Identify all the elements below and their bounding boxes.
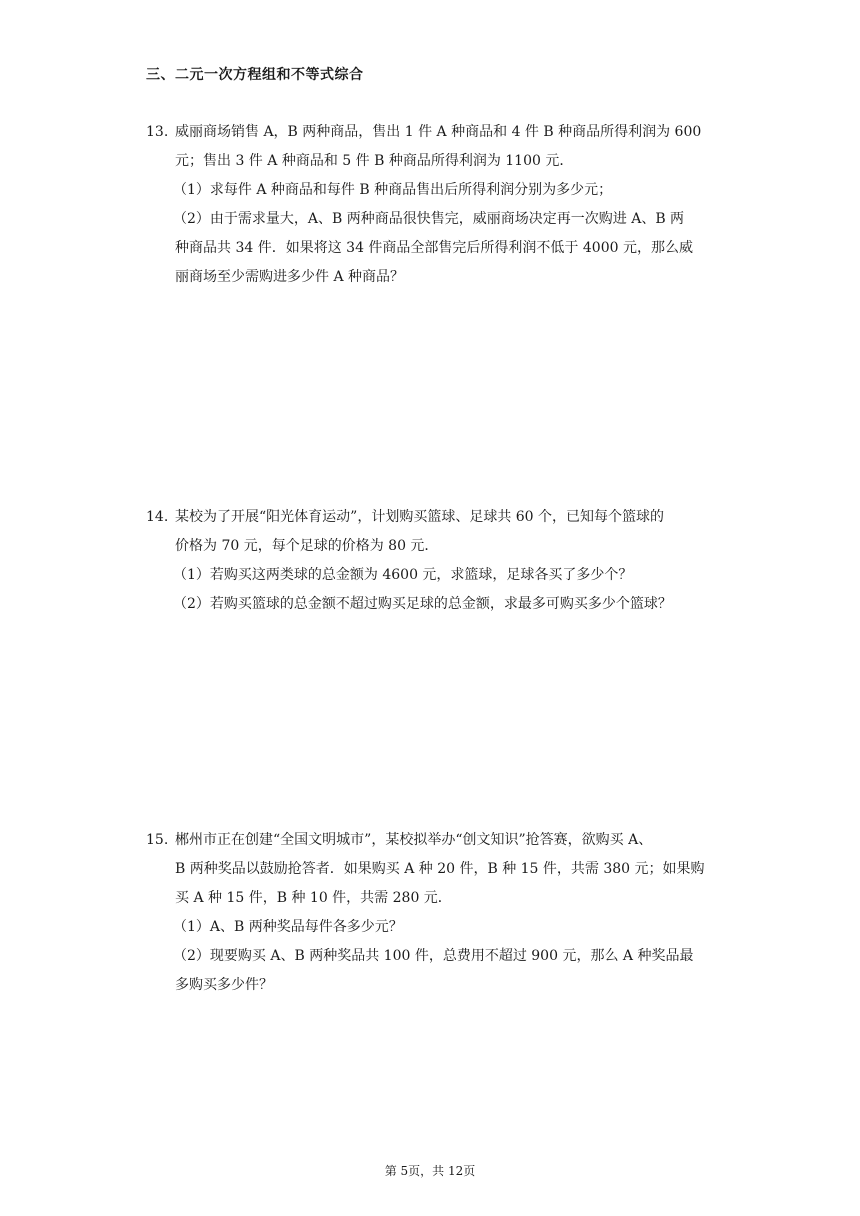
sub-question-2: （2）现要购买 A、B 两种奖品共 100 件，总费用不超过 900 元，那么 A 种奖品最 [173, 948, 694, 964]
question-number: 14. [146, 509, 169, 525]
sub-question-2: （2）若购买篮球的总金额不超过购买足球的总金额，求最多可购买多少个篮球？ [173, 596, 672, 612]
question-number: 15. [146, 832, 169, 848]
question-line: 价格为 70 元，每个足球的价格为 80 元． [175, 538, 439, 554]
sub-question-1: （1）若购买这两类球的总金额为 4600 元，求篮球，足球各买了多少个？ [173, 567, 633, 583]
question-13 [146, 118, 726, 292]
question-line: 13. 威丽商场销售 A，B 两种商品，售出 1 件 A 种商品和 4 件 B 种商品所得利润为 600 [146, 118, 726, 147]
question-14 [146, 503, 726, 619]
question-line: 丽商场至少需购进多少件 A 种商品？ [175, 269, 405, 285]
question-line: B 两种奖品以鼓励抢答者．如果购买 A 种 20 件，B 种 15 件，共需 380 元；如果购 [175, 861, 705, 877]
sub-question-1: （1）求每件 A 种商品和每件 B 种商品售出后所得利润分别为多少元； [173, 182, 613, 198]
question-line: 多购买多少件？ [175, 977, 273, 993]
question-15 [146, 826, 726, 1000]
question-line: 元；售出 3 件 A 种商品和 5 件 B 种商品所得利润为 1100 元． [175, 153, 574, 169]
question-line: 14. 某校为了开展“阳光体育运动”，计划购买篮球、足球共 60 个，已知每个篮球的 [146, 503, 726, 532]
section-title: 三、二元一次方程组和不等式综合 [146, 67, 364, 83]
page-footer: 第 5页，共 12页 [384, 1164, 476, 1178]
question-line: 种商品共 34 件．如果将这 34 件商品全部售完后所得利润不低于 4000 元，那么威 [175, 240, 693, 256]
sub-question-2: （2）由于需求量大，A、B 两种商品很快售完，威丽商场决定再一次购进 A、B 两 [173, 211, 685, 227]
sub-question-1: （1）A、B 两种奖品每件各多少元？ [173, 919, 403, 935]
question-line: 15. 郴州市正在创建“全国文明城市”，某校拟举办“创文知识”抢答赛，欲购买 A、 [146, 826, 726, 855]
question-number: 13. [146, 124, 169, 140]
question-line: 买 A 种 15 件，B 种 10 件，共需 280 元． [175, 890, 452, 906]
